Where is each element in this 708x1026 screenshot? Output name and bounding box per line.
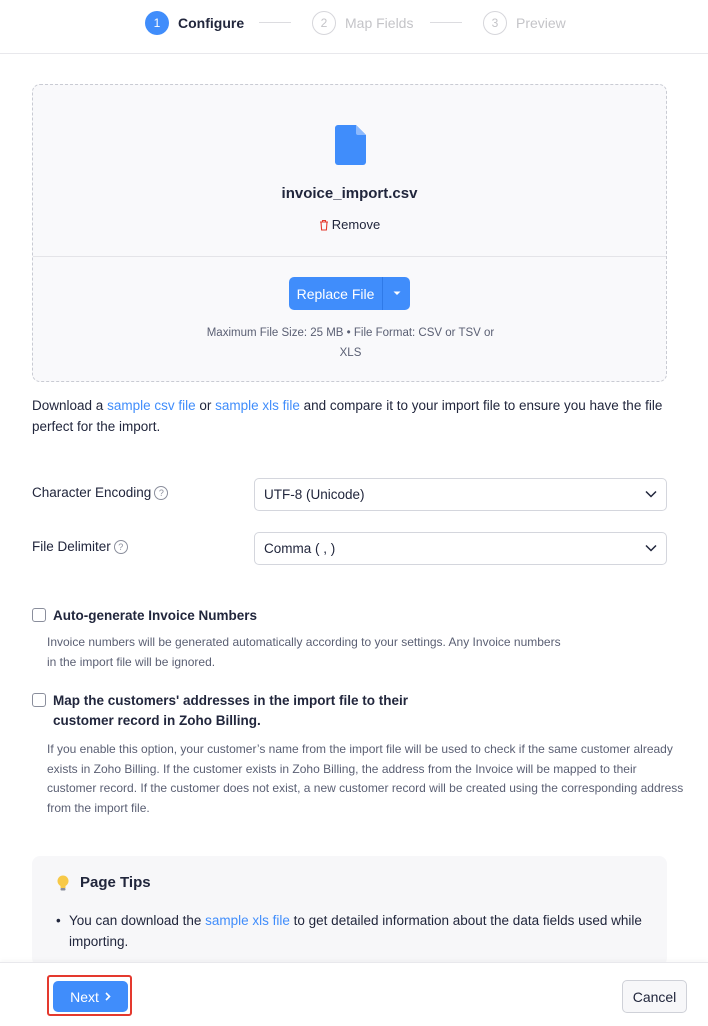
note-text: Download a — [32, 398, 108, 413]
file-delimiter-select[interactable] — [254, 532, 667, 565]
step-connector — [259, 22, 291, 23]
import-stepper — [0, 0, 708, 54]
note-text: or — [195, 398, 216, 413]
file-limits-text — [183, 323, 518, 363]
field-label-text: File Delimiter — [32, 539, 111, 554]
bullet: • — [56, 913, 61, 928]
tip-sample-xls-link[interactable]: sample xls file — [205, 913, 290, 928]
select-value: UTF-8 (Unicode) — [264, 487, 365, 502]
step-connector — [430, 22, 462, 23]
tip-text-part: to get detailed information about the data fields used while importing. — [69, 913, 642, 949]
file-icon — [335, 125, 366, 165]
replace-file-split-button — [289, 277, 410, 310]
auto-generate-option — [32, 606, 257, 626]
step-number: 1 — [145, 11, 169, 35]
help-icon[interactable]: ? — [114, 540, 128, 554]
tip-text — [69, 910, 646, 952]
tip-item — [56, 910, 646, 952]
page-tips-panel — [32, 856, 667, 966]
map-addresses-description: If you enable this option, your customer’s name from the import file will be used to check if the same customer already exists in Zoho Billing. If the customer exists in Zoho Billing, the address from the Invoice will be mapped to their customer record. If the customer does not exist, a new customer record will be created using the corresponding address from the import file. — [47, 742, 684, 815]
map-addresses-option — [32, 691, 408, 731]
step-configure — [145, 11, 244, 35]
sample-xls-link[interactable]: sample xls file — [215, 398, 300, 413]
auto-generate-description: Invoice numbers will be generated automatically according to your settings. Any Invoice numbers in the import file will be ignored. — [47, 635, 561, 669]
character-encoding-select[interactable] — [254, 478, 667, 511]
step-number: 2 — [312, 11, 336, 35]
footer-bar — [0, 962, 708, 1026]
label-line: customer record in Zoho Billing. — [53, 713, 261, 728]
page-tips-title-text: Page Tips — [80, 874, 151, 891]
page-tips-title — [56, 874, 151, 891]
tip-text-part: You can download the — [69, 913, 206, 928]
chevron-right-icon — [105, 992, 111, 1001]
step-map-fields — [312, 11, 413, 35]
character-encoding-label — [32, 485, 168, 500]
next-button[interactable] — [53, 981, 128, 1012]
select-value: Comma ( , ) — [264, 541, 336, 556]
sample-download-note — [32, 395, 672, 437]
remove-file-button[interactable] — [33, 217, 666, 232]
map-addresses-checkbox[interactable] — [32, 693, 46, 707]
divider — [33, 256, 666, 257]
chevron-down-icon — [645, 490, 657, 498]
step-number: 3 — [483, 11, 507, 35]
cancel-button[interactable]: Cancel — [622, 980, 687, 1013]
map-addresses-label[interactable] — [53, 691, 408, 731]
lightbulb-icon — [56, 875, 70, 891]
file-delimiter-label — [32, 539, 128, 554]
remove-file-label: Remove — [331, 217, 381, 232]
replace-file-options-button[interactable] — [383, 277, 410, 310]
file-limits-line: Maximum File Size: 25 MB • File Format: CSV or TSV or — [206, 327, 495, 339]
uploaded-file-name: invoice_import.csv — [281, 185, 418, 202]
label-line: Map the customers' addresses in the import file to their — [53, 693, 409, 708]
step-label: Configure — [178, 15, 245, 31]
auto-generate-checkbox[interactable] — [32, 608, 46, 622]
field-label-text: Character Encoding — [32, 485, 152, 500]
file-upload-dropzone[interactable] — [32, 84, 667, 382]
help-icon[interactable]: ? — [154, 486, 168, 500]
file-limits-line: XLS — [339, 347, 362, 359]
step-preview — [483, 11, 566, 35]
auto-generate-label[interactable]: Auto-generate Invoice Numbers — [53, 608, 258, 623]
replace-file-button[interactable]: Replace File — [289, 277, 383, 310]
step-label: Preview — [516, 15, 566, 31]
caret-down-icon — [393, 291, 401, 296]
sample-csv-link[interactable]: sample csv file — [107, 398, 196, 413]
next-button-label: Next — [70, 988, 99, 1005]
note-text: and compare it to your import file to ensure you have the file perfect for the import. — [32, 398, 663, 434]
step-label: Map Fields — [345, 15, 414, 31]
trash-icon — [319, 219, 329, 231]
chevron-down-icon — [645, 544, 657, 552]
